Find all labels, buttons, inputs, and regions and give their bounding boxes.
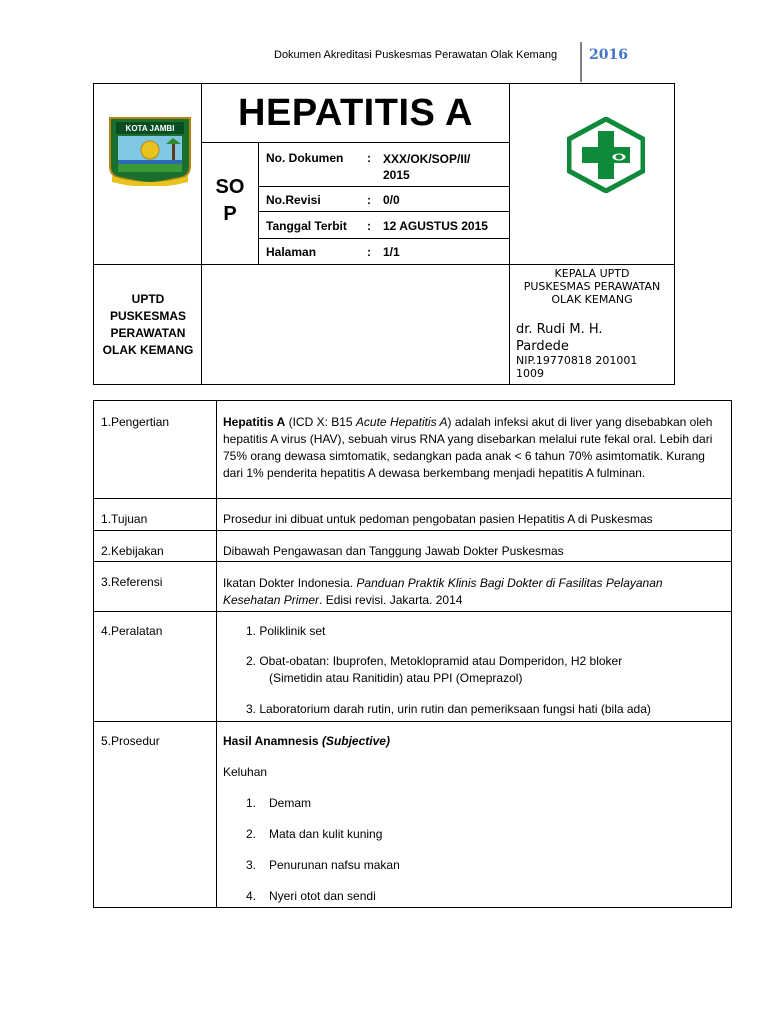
table-line	[93, 561, 732, 562]
document-header-title: Dokumen Akreditasi Puskesmas Perawatan Olak Kemang	[274, 49, 558, 61]
kota-jambi-emblem-icon	[106, 116, 194, 191]
uptd-name	[95, 291, 201, 359]
section-label-prosedur: 5.Prosedur	[101, 734, 160, 748]
document-year: 2016	[589, 47, 628, 63]
section-label-kebijakan: 2.Kebijakan	[101, 544, 164, 558]
meta-colon: :	[367, 193, 371, 207]
section-text-pengertian	[223, 414, 723, 482]
equipment-item: 1. Poliklinik set	[246, 624, 326, 638]
term-hepatitis-a: Hepatitis A	[223, 415, 286, 429]
nip-line: 1009	[516, 367, 544, 380]
header-divider	[580, 42, 582, 82]
emblem-text: KOTA JAMBI	[125, 124, 175, 133]
table-line	[93, 264, 675, 265]
list-number: 1.	[246, 796, 257, 810]
sop-label-line: SO	[215, 176, 245, 198]
list-number: 2.	[246, 827, 257, 841]
table-line	[93, 721, 732, 722]
kepala-line: OLAK KEMANG	[551, 293, 633, 306]
section-text-referensi	[223, 575, 723, 609]
table-line	[258, 186, 509, 187]
heading-text: Hasil Anamnesis	[223, 734, 322, 748]
reference-author: Ikatan Dokter Indonesia.	[223, 576, 357, 590]
meta-label-halaman: Halaman	[266, 245, 317, 259]
kepala-line: PUSKESMAS PERAWATAN	[523, 280, 661, 293]
uptd-line: OLAK KEMANG	[102, 343, 194, 357]
uptd-line: PERAWATAN	[110, 326, 186, 340]
meta-label-no-revisi: No.Revisi	[266, 193, 321, 207]
doctor-name	[516, 321, 603, 355]
complaint-item: Nyeri otot dan sendi	[269, 889, 376, 903]
table-line	[216, 400, 217, 908]
meta-colon: :	[367, 219, 371, 233]
meta-colon: :	[367, 245, 371, 259]
complaint-item: Penurunan nafsu makan	[269, 858, 400, 872]
nip-line: NIP.19770818 201001	[516, 354, 638, 367]
table-line	[258, 142, 259, 264]
section-label-pengertian: 1.Pengertian	[101, 415, 170, 429]
reference-edition: . Edisi revisi. Jakarta. 2014	[319, 593, 463, 607]
table-line	[93, 611, 732, 612]
heading-italic: (Subjective)	[321, 734, 390, 748]
equipment-item: 2. Obat-obatan: Ibuprofen, Metoklopramid atau Domperidon, H2 bloker	[246, 654, 623, 668]
puskesmas-cross-logo-icon	[567, 117, 645, 198]
meta-colon: :	[367, 151, 371, 165]
icd-code: (ICD X: B15	[285, 415, 356, 429]
meta-value-line: 2015	[383, 168, 410, 182]
uptd-line: UPTD	[131, 292, 165, 306]
meta-value-no-dokumen	[383, 151, 470, 183]
complaint-item: Demam	[269, 796, 312, 810]
section-label-peralatan: 4.Peralatan	[101, 624, 163, 638]
meta-label-no-dokumen: No. Dokumen	[266, 151, 344, 165]
complaint-item: Mata dan kulit kuning	[269, 827, 383, 841]
list-number: 3.	[246, 858, 257, 872]
table-line	[509, 83, 510, 385]
table-line	[258, 238, 509, 239]
meta-label-tanggal-terbit: Tanggal Terbit	[266, 219, 347, 233]
kepala-line: KEPALA UPTD	[554, 267, 630, 280]
section-label-referensi: 3.Referensi	[101, 575, 163, 589]
section-text-tujuan: Prosedur ini dibuat untuk pedoman pengobatan pasien Hepatitis A di Puskesmas	[223, 512, 653, 526]
kepala-title	[511, 267, 673, 306]
meta-value-halaman: 1/1	[383, 245, 400, 259]
doctor-line: dr. Rudi M. H.	[516, 322, 603, 337]
uptd-line: PUSKESMAS	[109, 309, 186, 323]
section-text-kebijakan: Dibawah Pengawasan dan Tanggung Jawab Dokter Puskesmas	[223, 544, 564, 558]
list-number: 4.	[246, 889, 257, 903]
meta-value-line: XXX/OK/SOP/II/	[383, 152, 471, 166]
table-line	[201, 142, 509, 143]
icd-name: Acute Hepatitis A	[355, 415, 448, 429]
sop-label	[208, 174, 252, 228]
prosedur-heading	[223, 733, 723, 750]
meta-value-no-revisi: 0/0	[383, 193, 400, 207]
section-label-tujuan: 1.Tujuan	[101, 512, 148, 526]
definition-body: ) adalah infeksi akut di liver yang disebabkan oleh hepatitis A virus (HAV), sebuah virus RNA yang disebarkan melalui rute fekal oral. Lebih dari 75% orang dewasa simtomatik, sedangkan pada anak < 6 tahun 70% asimtomatik. Kurang dari 1% penderita hepatitis A dewasa berkembang menjadi hepatitis A fulminan.	[223, 415, 713, 480]
table-line	[258, 211, 509, 212]
table-line	[93, 530, 732, 531]
keluhan-subheading: Keluhan	[223, 765, 268, 779]
doctor-nip	[516, 354, 637, 380]
meta-value-tanggal-terbit: 12 AGUSTUS 2015	[383, 219, 488, 233]
reference-title: Panduan Praktik Klinis Bagi Dokter di Fasilitas Pelayanan Kesehatan Primer	[223, 576, 663, 607]
doctor-line: Pardede	[516, 339, 569, 354]
equipment-item: 3. Laboratorium darah rutin, urin rutin dan pemeriksaan fungsi hati (bila ada)	[246, 702, 651, 716]
equipment-item-continuation: (Simetidin atau Ranitidin) atau PPI (Omeprazol)	[269, 671, 523, 685]
sop-label-line: P	[223, 203, 237, 225]
table-line	[93, 498, 732, 499]
sop-title: HEPATITIS A	[238, 92, 473, 134]
